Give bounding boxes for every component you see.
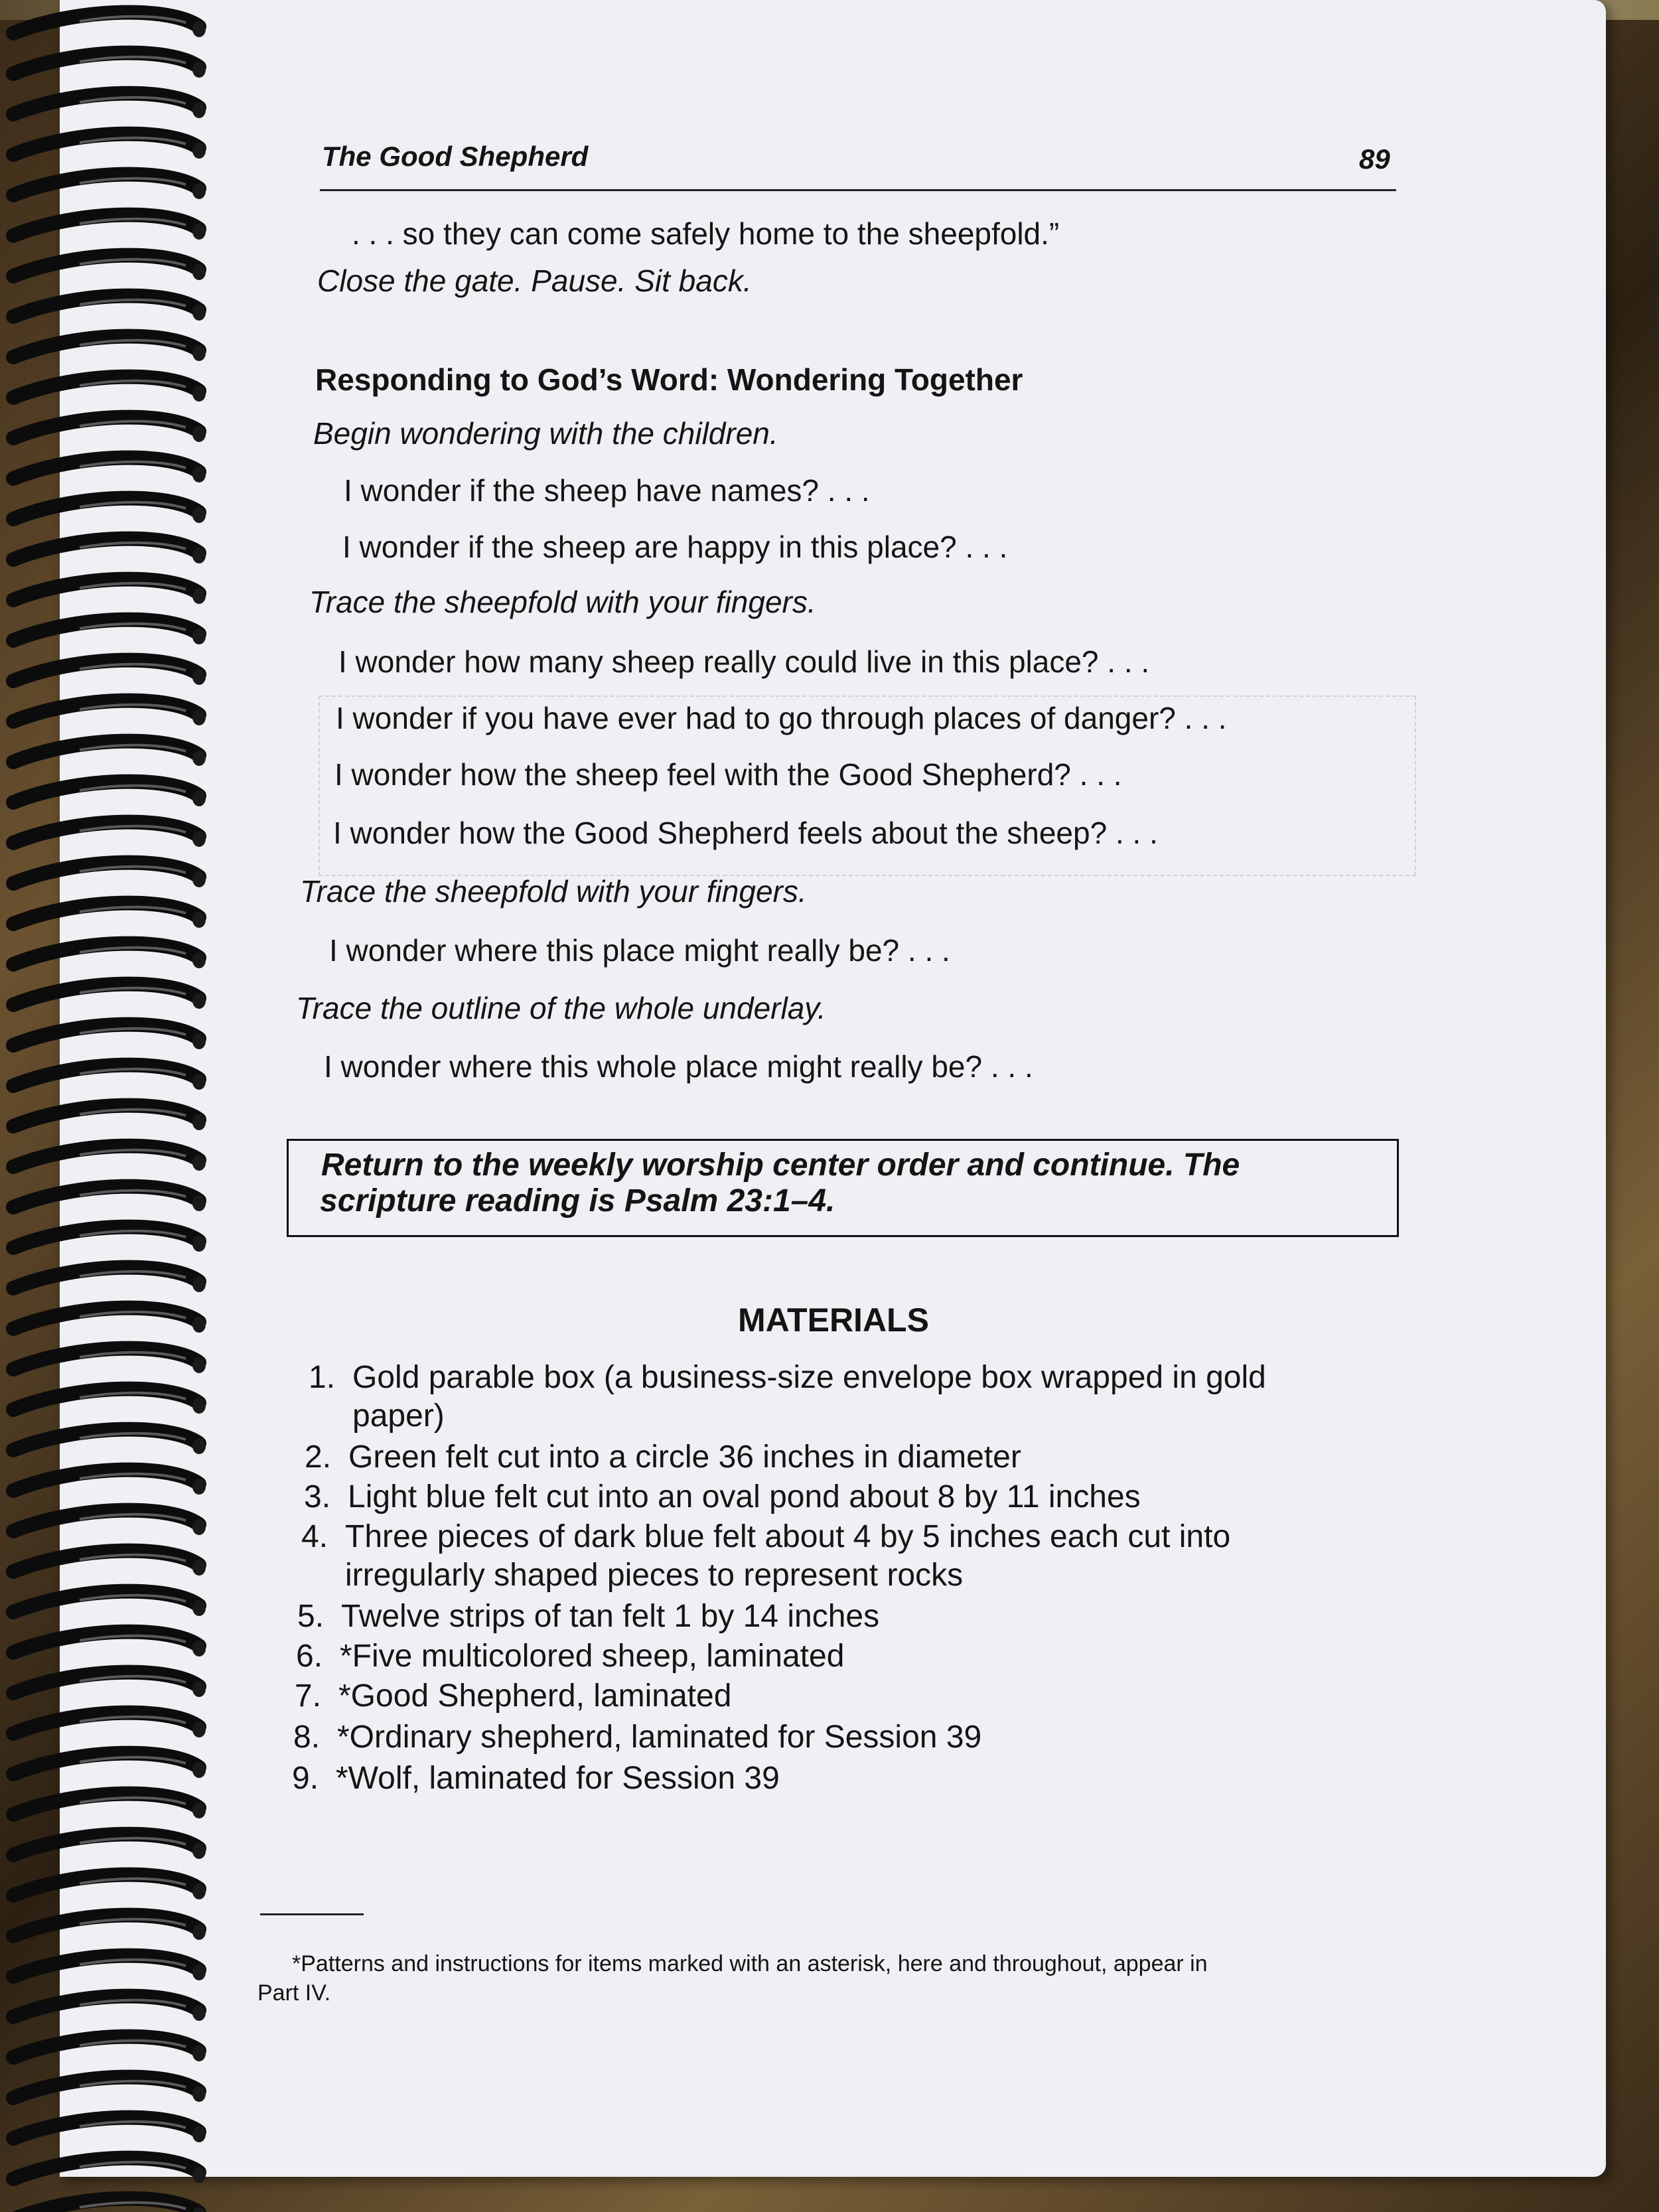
binding-hole	[192, 1519, 206, 1535]
spiral-coil	[13, 2158, 199, 2179]
spiral-coil	[13, 417, 199, 438]
binding-hole	[192, 1762, 206, 1778]
wondering-question: I wonder if you have ever had to go through places of danger? . . .	[336, 701, 1227, 735]
binding-hole	[192, 912, 206, 928]
instruction: Trace the outline of the whole underlay.	[296, 991, 826, 1025]
spiral-coil	[13, 458, 199, 479]
binding-hole	[192, 1398, 206, 1414]
running-header-title: The Good Shepherd	[322, 141, 589, 172]
binding-hole	[192, 1803, 206, 1818]
list-item: *Five multicolored sheep, laminated	[340, 1639, 845, 1674]
story-line: . . . so they can come safely home to the sheepfold.”	[352, 216, 1060, 251]
binding-hole	[192, 224, 206, 240]
binding-hole	[192, 588, 206, 604]
binding-hole	[192, 1114, 206, 1130]
binding-hole	[192, 1560, 206, 1576]
binding-hole	[192, 993, 206, 1009]
binding-hole	[192, 264, 206, 280]
spiral-coil	[13, 579, 199, 600]
spiral-coil	[13, 1106, 199, 1126]
wondering-question: I wonder if the sheep have names? . . .	[344, 473, 870, 508]
binding-hole	[192, 831, 206, 847]
page-number: 89	[1359, 143, 1390, 175]
binding-hole	[192, 2126, 206, 2142]
spiral-coil	[13, 1591, 199, 1612]
list-item: Twelve strips of tan felt 1 by 14 inches	[341, 1599, 880, 1634]
binding-hole	[192, 1479, 206, 1495]
list-item-number: 4.	[301, 1519, 328, 1554]
binding-hole	[192, 750, 206, 766]
binding-hole	[192, 2005, 206, 2021]
list-item-number: 1.	[309, 1360, 336, 1395]
spiral-coil	[13, 1146, 199, 1167]
spiral-coil	[13, 984, 199, 1005]
list-item: Green felt cut into a circle 36 inches in diameter	[348, 1439, 1021, 1475]
binding-hole	[192, 467, 206, 482]
spiral-coil	[13, 539, 199, 559]
wondering-question: I wonder how the Good Shepherd feels about the sheep? . . .	[333, 816, 1158, 850]
binding-hole	[192, 1074, 206, 1090]
spiral-coil	[13, 2077, 199, 2098]
binding-hole	[192, 305, 206, 321]
spiral-coil	[13, 1875, 199, 1895]
spiral-coil	[13, 94, 199, 114]
spiral-coil	[13, 660, 199, 681]
binding-hole	[192, 548, 206, 563]
spiral-coil	[13, 1996, 199, 2017]
binding-hole	[192, 790, 206, 806]
binding-hole	[192, 1681, 206, 1697]
spiral-coil	[13, 1511, 199, 1531]
spiral-coil	[13, 863, 199, 883]
binding-hole	[192, 1236, 206, 1252]
list-item-number: 9.	[292, 1761, 319, 1796]
binding-hole	[192, 1600, 206, 1616]
binding-hole	[192, 507, 206, 523]
binding-hole	[192, 1317, 206, 1333]
binding-hole	[192, 1155, 206, 1171]
spiral-coil	[13, 215, 199, 236]
binding-hole	[192, 952, 206, 968]
spiral-coil	[13, 741, 199, 762]
spiral-coil	[13, 620, 199, 640]
spiral-coil	[13, 1470, 199, 1491]
binding-hole	[192, 1964, 206, 1980]
binding-hole	[192, 1195, 206, 1211]
stage-direction: Close the gate. Pause. Sit back.	[317, 263, 752, 298]
binding-hole	[192, 1843, 206, 1859]
binding-hole	[192, 1641, 206, 1657]
list-item-number: 8.	[293, 1720, 321, 1755]
spiral-coil	[13, 1915, 199, 1936]
wondering-question: I wonder where this place might really be? . . .	[329, 933, 950, 968]
spiral-coil	[13, 1551, 199, 1572]
spiral-coil	[13, 903, 199, 924]
binding-hole	[192, 1276, 206, 1292]
binding-hole	[192, 62, 206, 78]
wondering-question: I wonder how the sheep feel with the Good Shepherd? . . .	[334, 757, 1122, 792]
callout-text: Return to the weekly worship center order and continue. The	[321, 1147, 1240, 1183]
spiral-coil	[13, 377, 199, 398]
spiral-coil	[13, 701, 199, 721]
binding-hole	[192, 2086, 206, 2102]
list-item: *Wolf, laminated for Session 39	[336, 1761, 780, 1796]
spiral-coil	[13, 2037, 199, 2057]
binding-hole	[192, 669, 206, 685]
binding-hole	[192, 628, 206, 644]
spiral-coil	[13, 1349, 199, 1369]
spiral-coil	[13, 1025, 199, 1045]
list-item: *Ordinary shepherd, laminated for Session 39	[337, 1720, 982, 1755]
spiral-coil	[13, 1187, 199, 1207]
spiral-coil	[13, 944, 199, 964]
wondering-question: I wonder how many sheep really could live in this place? . . .	[338, 644, 1150, 679]
spiral-coil	[13, 13, 199, 33]
spiral-coil	[13, 1430, 199, 1450]
list-item: *Good Shepherd, laminated	[338, 1678, 732, 1714]
spiral-coil	[13, 1956, 199, 1976]
instruction: Begin wondering with the children.	[313, 416, 778, 451]
list-item-number: 7.	[295, 1678, 322, 1714]
binding-hole	[192, 1722, 206, 1737]
wondering-question: I wonder if the sheep are happy in this place? . . .	[342, 530, 1008, 564]
instruction: Trace the sheepfold with your fingers.	[300, 874, 807, 909]
list-item: Light blue felt cut into an oval pond about 8 by 11 inches	[348, 1479, 1141, 1514]
binding-hole	[192, 1883, 206, 1899]
section-heading: Responding to God’s Word: Wondering Together	[315, 362, 1023, 397]
spiral-coil	[13, 256, 199, 276]
list-item-number: 6.	[296, 1639, 323, 1674]
binding-hole	[192, 426, 206, 442]
list-item: Gold parable box (a business-size envelope box wrapped in gold	[352, 1360, 1266, 1395]
footnote-text: *Patterns and instructions for items marked with an asterisk, here and throughout, appear in	[292, 1951, 1208, 1976]
spiral-coil	[13, 1753, 199, 1774]
spiral-coil	[13, 1227, 199, 1248]
spiral-coil	[13, 53, 199, 74]
book-page	[60, 0, 1606, 2177]
spiral-coil	[13, 1308, 199, 1329]
binding-hole	[192, 183, 206, 199]
spiral-coil	[13, 1672, 199, 1693]
binding-hole	[192, 345, 206, 361]
materials-heading: MATERIALS	[738, 1301, 929, 1339]
binding-hole	[192, 143, 206, 159]
spiral-coil	[13, 1389, 199, 1410]
binding-hole	[192, 2045, 206, 2061]
spiral-binding	[0, 0, 226, 2212]
spiral-coil	[13, 1794, 199, 1814]
binding-hole	[192, 1357, 206, 1373]
list-item-number: 5.	[297, 1599, 325, 1634]
spiral-coil	[13, 1713, 199, 1733]
binding-hole	[192, 21, 206, 37]
binding-hole	[192, 871, 206, 887]
binding-hole	[192, 1924, 206, 1940]
binding-hole	[192, 2167, 206, 2183]
list-item-number: 2.	[305, 1439, 332, 1475]
spiral-coil	[13, 1065, 199, 1086]
footnote-rule	[260, 1913, 364, 1915]
instruction: Trace the sheepfold with your fingers.	[309, 585, 816, 619]
spiral-coil	[13, 296, 199, 317]
callout-text: scripture reading is Psalm 23:1–4.	[320, 1183, 835, 1218]
list-item-continuation: paper)	[352, 1398, 445, 1434]
spiral-coil	[13, 2118, 199, 2138]
spiral-coil	[13, 498, 199, 519]
list-item-continuation: irregularly shaped pieces to represent rocks	[345, 1558, 964, 1593]
binding-hole	[192, 1033, 206, 1049]
binding-hole	[192, 386, 206, 402]
spiral-coil	[13, 336, 199, 357]
header-rule	[320, 189, 1396, 191]
spiral-coil	[13, 1632, 199, 1653]
spiral-coil	[13, 1834, 199, 1855]
binding-hole	[192, 102, 206, 118]
spiral-coil	[13, 175, 199, 195]
wondering-question: I wonder where this whole place might really be? . . .	[324, 1049, 1033, 1084]
spiral-coil	[13, 1268, 199, 1288]
footnote-text: Part IV.	[257, 1980, 331, 2006]
spiral-coil	[13, 822, 199, 843]
binding-hole	[192, 1438, 206, 1454]
binding-hole	[192, 709, 206, 725]
spiral-coil	[13, 782, 199, 802]
list-item-number: 3.	[304, 1479, 331, 1514]
list-item: Three pieces of dark blue felt about 4 by 5 inches each cut into	[345, 1519, 1231, 1554]
spiral-coil	[13, 134, 199, 155]
